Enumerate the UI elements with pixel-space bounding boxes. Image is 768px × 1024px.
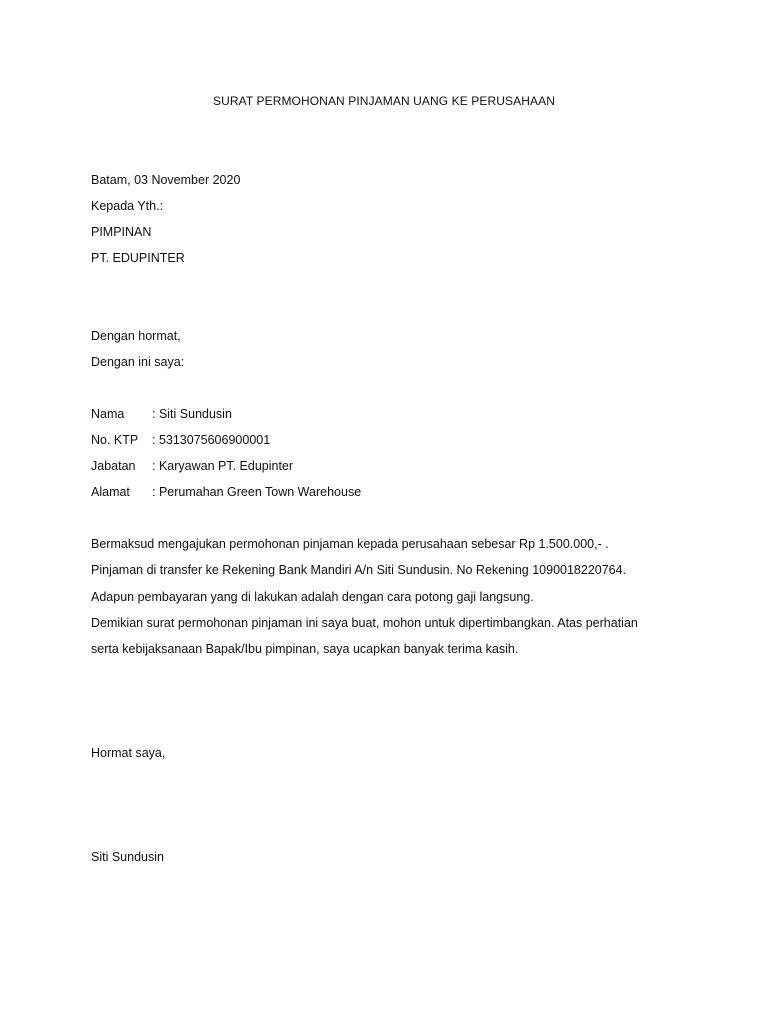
- detail-label: No. KTP: [91, 433, 139, 447]
- detail-row-position: [91, 459, 293, 473]
- detail-row-address: [91, 485, 361, 499]
- signature-name: Siti Sundusin: [91, 850, 164, 864]
- detail-value: : Siti Sundusin: [152, 407, 232, 421]
- intro-line: Dengan ini saya:: [91, 355, 185, 369]
- body-line: Bermaksud mengajukan permohonan pinjaman kepada perusahaan sebesar Rp 1.500.000,- .: [91, 537, 609, 551]
- detail-label: Jabatan: [91, 459, 136, 473]
- letter-title: SURAT PERMOHONAN PINJAMAN UANG KE PERUSAHAAN: [212, 94, 555, 108]
- body-line: serta kebijaksanaan Bapak/Ibu pimpinan, saya ucapkan banyak terima kasih.: [91, 642, 519, 656]
- body-line: Pinjaman di transfer ke Rekening Bank Mandiri A/n Siti Sundusin. No Rekening 1090018220764.: [91, 563, 627, 577]
- detail-label: Alamat: [91, 485, 130, 499]
- recipient-position: PIMPINAN: [91, 225, 152, 239]
- detail-value: : Karyawan PT. Edupinter: [152, 459, 294, 473]
- body-line: Adapun pembayaran yang di lakukan adalah dengan cara potong gaji langsung.: [91, 590, 534, 604]
- detail-value: : Perumahan Green Town Warehouse: [152, 485, 362, 499]
- date-line: Batam, 03 November 2020: [91, 173, 241, 187]
- detail-row-ktp: [91, 433, 270, 447]
- to-line: Kepada Yth.:: [91, 199, 164, 213]
- detail-label: Nama: [91, 407, 125, 421]
- closing: Hormat saya,: [91, 746, 166, 760]
- detail-value: : 5313075606900001: [152, 433, 271, 447]
- greeting: Dengan hormat,: [91, 329, 181, 343]
- detail-row-name: [91, 407, 232, 421]
- body-line: Demikian surat permohonan pinjaman ini saya buat, mohon untuk dipertimbangkan. Atas perhatian: [91, 616, 638, 630]
- recipient-company: PT. EDUPINTER: [91, 251, 185, 265]
